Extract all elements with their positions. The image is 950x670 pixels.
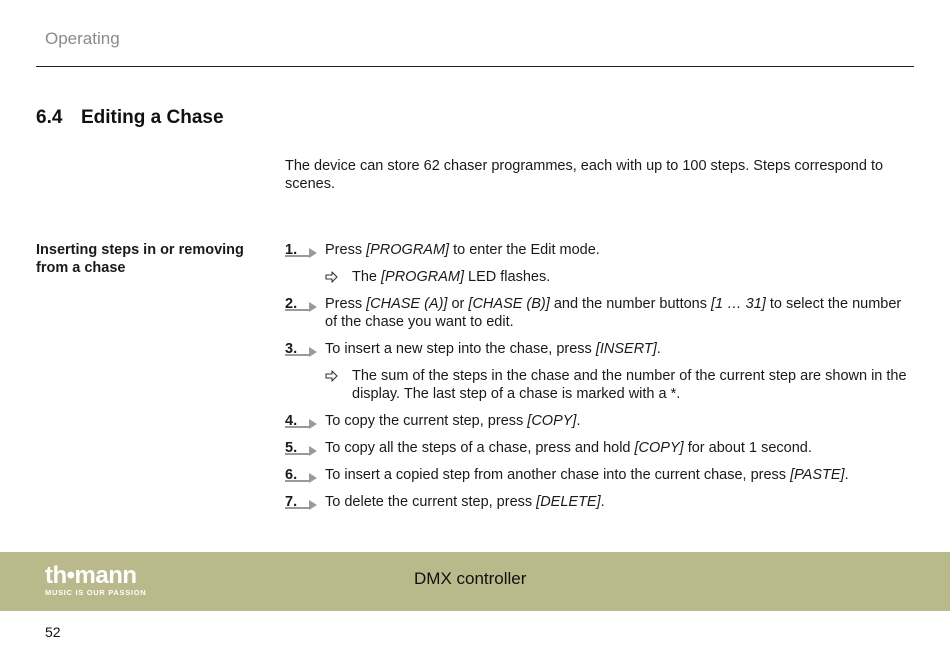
command-key-label: [PASTE]	[790, 467, 845, 483]
page-number: 52	[45, 624, 61, 640]
step-number-marker	[285, 439, 315, 457]
result-arrow-icon	[325, 270, 339, 284]
step-result	[325, 268, 915, 286]
text-run: .	[576, 413, 581, 429]
step-item	[285, 295, 915, 331]
step-number-marker	[285, 340, 315, 358]
step-number: 4.	[285, 413, 298, 429]
command-key-label: [CHASE (B)]	[468, 296, 550, 312]
brand-logo	[45, 564, 146, 598]
step-arrow-icon	[285, 443, 318, 457]
command-key-label: [PROGRAM]	[381, 269, 464, 285]
step-number: 5.	[285, 440, 298, 456]
text-run: and the number buttons	[549, 296, 712, 312]
step-item	[285, 241, 915, 286]
command-key-label: [COPY]	[527, 413, 577, 429]
text-run: .	[600, 494, 605, 510]
step-number-marker	[285, 466, 315, 484]
command-key-label: [DELETE]	[536, 494, 601, 510]
step-text	[325, 439, 915, 457]
step-text	[325, 493, 915, 511]
text-run: .	[656, 341, 661, 357]
step-number: 2.	[285, 296, 298, 312]
text-run: to select the number of the chase you want to edit.	[325, 296, 902, 330]
command-key-label: [1 … 31]	[711, 296, 766, 312]
step-text	[325, 412, 915, 430]
step-item	[285, 466, 915, 484]
step-result-text	[352, 268, 915, 286]
text-run: The sum of the steps in the chase and the number of the current step are shown in the display. The last step of a chase is marked with a *.	[352, 368, 907, 402]
command-key-label: [CHASE (A)]	[366, 296, 448, 312]
command-key-label: [COPY]	[634, 440, 684, 456]
brand-logo-wordmark: th•mann	[45, 562, 137, 589]
step-item	[285, 439, 915, 457]
step-arrow-icon	[285, 299, 318, 313]
text-run: or	[447, 296, 469, 312]
step-number-marker	[285, 295, 315, 313]
step-number-marker	[285, 493, 315, 511]
step-number: 7.	[285, 494, 298, 510]
step-item	[285, 340, 915, 403]
step-arrow-icon	[285, 497, 318, 511]
result-arrow-icon	[325, 369, 339, 383]
text-run: To insert a copied step from another chase into the current chase, press	[325, 467, 791, 483]
text-run: to enter the Edit mode.	[449, 242, 600, 258]
command-key-label: [PROGRAM]	[366, 242, 450, 258]
step-result	[325, 367, 915, 403]
step-number: 6.	[285, 467, 298, 483]
step-result-text	[352, 367, 915, 403]
text-run: Press	[325, 296, 367, 312]
step-item	[285, 493, 915, 511]
text-run: To delete the current step, press	[325, 494, 537, 510]
step-text	[325, 295, 915, 331]
step-arrow-icon	[285, 416, 318, 430]
section-title	[36, 107, 224, 129]
side-heading: Inserting steps in or removing from a chase	[36, 242, 244, 276]
header-section-label: Operating	[45, 29, 120, 48]
text-run: To insert a new step into the chase, press	[325, 341, 596, 357]
step-number-marker	[285, 412, 315, 430]
section-title-text: Editing a Chase	[81, 107, 224, 128]
text-run: To copy the current step, press	[325, 413, 528, 429]
text-run: for about 1 second.	[683, 440, 812, 456]
step-text	[325, 340, 915, 358]
step-arrow-icon	[285, 344, 318, 358]
text-run: .	[844, 467, 849, 483]
section-number: 6.4	[36, 107, 63, 128]
footer-product-name: DMX controller	[414, 569, 527, 588]
command-key-label: [INSERT]	[595, 341, 657, 357]
step-text	[325, 466, 915, 484]
step-number: 3.	[285, 341, 298, 357]
step-arrow-icon	[285, 470, 318, 484]
step-text	[325, 241, 915, 259]
intro-paragraph: The device can store 62 chaser programmes, each with up to 100 steps. Steps correspond to scenes.	[285, 158, 884, 192]
text-run: LED flashes.	[464, 269, 551, 285]
step-number: 1.	[285, 242, 298, 258]
header-divider	[36, 66, 914, 67]
step-item	[285, 412, 915, 430]
text-run: Press	[325, 242, 367, 258]
step-arrow-icon	[285, 245, 318, 259]
steps-list	[285, 241, 915, 520]
text-run: To copy all the steps of a chase, press and hold	[325, 440, 635, 456]
step-number-marker	[285, 241, 315, 259]
brand-slogan: MUSIC IS OUR PASSION	[45, 588, 147, 597]
text-run: The	[352, 269, 382, 285]
